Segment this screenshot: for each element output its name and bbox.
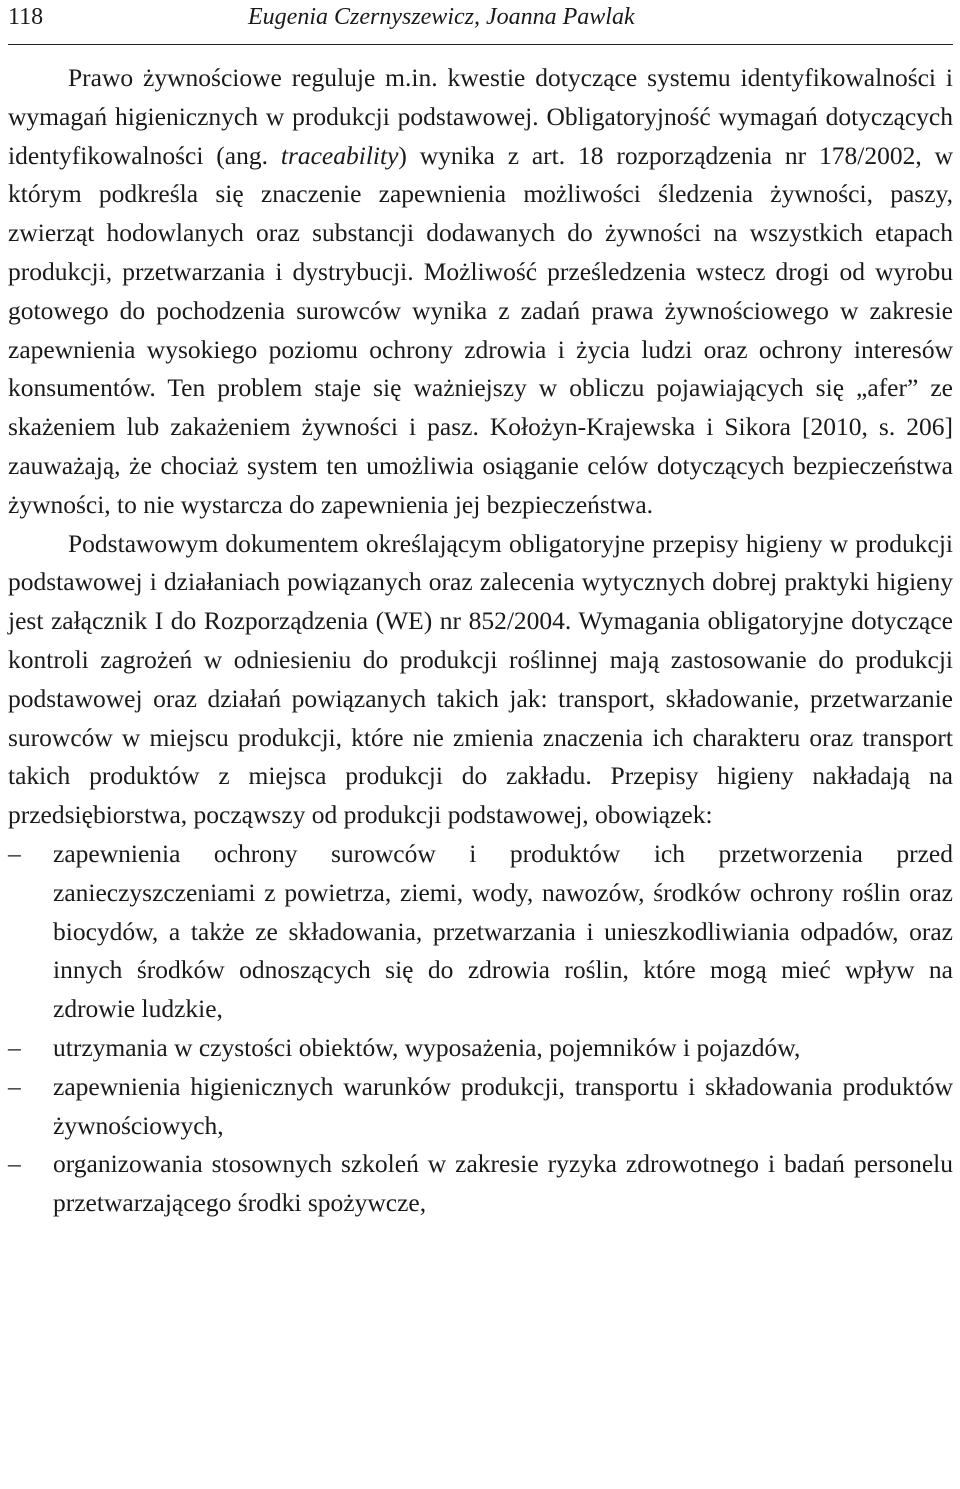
page-number: 118 <box>8 4 44 30</box>
dash-bullet: – <box>8 1071 21 1101</box>
running-header-authors: Eugenia Czernyszewicz, Joanna Pawlak <box>248 4 635 30</box>
list-item-text: zapewnienia ochrony surowców i produktów ich przetworzenia przed zanieczyszczeniami z powietrza, ziemi, wody, nawozów, środków ochrony roślin oraz biocydów, a także ze składowania, przetwarzania i unieszkodliwiania odpadów, oraz innych środków odnoszących się do zdrowia roślin, które mogą mieć wpływ na zdrowie ludzkie, <box>53 838 953 1024</box>
body-text <box>8 59 953 1223</box>
paragraph-traceability <box>8 59 953 525</box>
list-item <box>8 835 953 1029</box>
dash-bullet: – <box>8 1149 21 1179</box>
dash-bullet: – <box>8 1032 21 1062</box>
dash-bullet: – <box>8 838 21 868</box>
list-item-text: zapewnienia higienicznych warunków produkcji, transportu i składowania produktów żywnościowych, <box>53 1071 953 1140</box>
paragraph-text: Prawo żywnościowe reguluje m.in. kwestie dotyczące systemu identyfikowalności i wymagań higienicznych w produkcji podstawowej. Obligatoryjność wymagań dotyczących identyfikowalności (ang. <box>8 63 953 170</box>
list-item <box>8 1029 953 1068</box>
list-item-text: organizowania stosownych szkoleń w zakresie ryzyka zdrowotnego i badań personelu przetwarzającego środki spożywcze, <box>53 1149 953 1218</box>
document-page <box>8 0 953 1223</box>
running-header <box>8 0 953 45</box>
obligations-list <box>8 835 953 1223</box>
list-item-text: utrzymania w czystości obiektów, wyposażenia, pojemników i pojazdów, <box>53 1032 801 1062</box>
paragraph-text: ) wynika z art. 18 rozporządzenia nr 178/2002, w którym podkreśla się znaczenie zapewnienia możliwości śledzenia żywności, paszy, zwierząt hodowlanych oraz substancji dodawanych do żywności na wszystkich etapach produkcji, przetwarzania i dystrybucji. Możliwość prześledzenia wstecz drogi od wyrobu gotowego do pochodzenia surowców wynika z zadań prawa żywnościowego w zakresie zapewnienia wysokiego poziomu ochrony zdrowia i życia ludzi oraz ochrony interesów konsumentów. Ten problem staje się ważniejszy w obliczu pojawiających się „afer” ze skażeniem lub zakażeniem żywności i pasz. Kołożyn-Krajewska i Sikora [2010, s. 206] zauważają, że chociaż system ten umożliwia osiąganie celów dotyczących bezpieczeństwa żywności, to nie wystarcza do zapewnienia jej bezpieczeństwa. <box>8 140 953 519</box>
paragraph-hygiene: Podstawowym dokumentem określającym obligatoryjne przepisy higieny w produkcji podstawowej i działaniach powiązanych oraz zalecenia wytycznych dobrej praktyki higieny jest załącznik I do Rozporządzenia (WE) nr 852/2004. Wymagania obligatoryjne dotyczące kontroli zagrożeń w odniesieniu do produkcji roślinnej mają zastosowanie do produkcji podstawowej oraz działań powiązanych takich jak: transport, składowanie, przetwarzanie surowców w miejscu produkcji, które nie zmienia znaczenia ich charakteru oraz transport takich produktów z miejsca produkcji do zakładu. Przepisy higieny nakładają na przedsiębiorstwa, począwszy od produkcji podstawowej, obowiązek: <box>8 528 953 830</box>
list-item <box>8 1145 953 1223</box>
list-item <box>8 1068 953 1146</box>
emphasized-term: traceability <box>280 140 399 170</box>
